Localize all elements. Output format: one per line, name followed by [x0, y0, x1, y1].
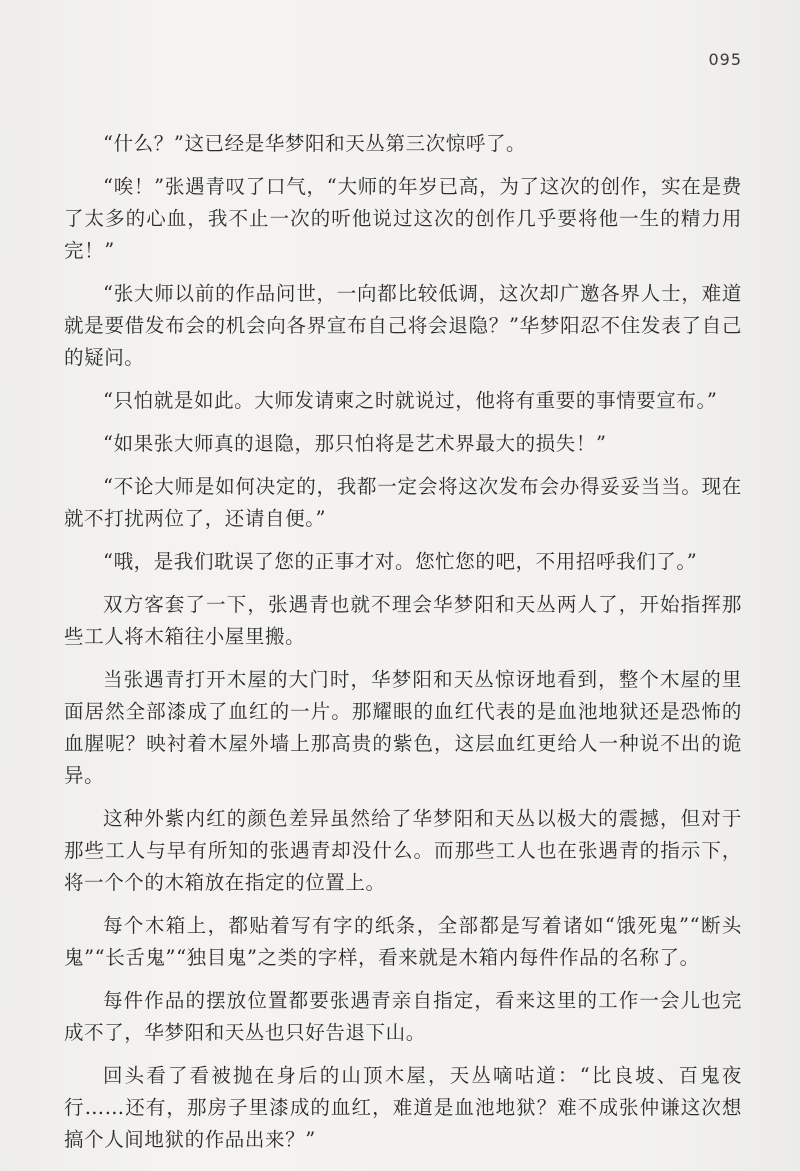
paragraph: 当张遇青打开木屋的大门时，华梦阳和天丛惊讶地看到，整个木屋的里面居然全部漆成了血红的一片。那耀眼的血红代表的是血池地狱还是恐怖的血腥呢？映衬着木屋外墙上那高贵的紫色，这层血红更给人一种说不出的诡异。: [64, 668, 742, 787]
paragraph: 双方客套了一下，张遇青也就不理会华梦阳和天丛两人了，开始指挥那些工人将木箱往小屋里搬。: [64, 593, 742, 648]
paragraph: “什么？”这已经是华梦阳和天丛第三次惊呼了。: [103, 132, 527, 155]
paragraph: “如果张大师真的退隐，那只怕将是艺术界最大的损失！”: [103, 432, 607, 455]
paragraph: 回头看了看被抛在身后的山顶木屋，天丛嘀咕道：“比良坡、百鬼夜行……还有，那房子里漆成的血红，难道是血池地狱？难不成张仲谦这次想搞个人间地狱的作品出来？”: [64, 1064, 742, 1151]
paragraph: “不论大师是如何决定的，我都一定会将这次发布会办得妥妥当当。现在就不打扰两位了，还请自便。”: [64, 475, 742, 530]
paragraph: 每件作品的摆放位置都要张遇青亲自指定，看来这里的工作一会儿也完成不了，华梦阳和天丛也只好告退下山。: [64, 989, 742, 1044]
paragraph: 这种外紫内红的颜色差异虽然给了华梦阳和天丛以极大的震撼，但对于那些工人与早有所知的张遇青却没什么。而那些工人也在张遇青的指示下，将一个个的木箱放在指定的位置上。: [64, 807, 742, 894]
paragraph: “哦，是我们耽误了您的正事才对。您忙您的吧，不用招呼我们了。”: [103, 550, 698, 573]
paragraph: 每个木箱上，都贴着写有字的纸条，全部都是写着诸如“饿死鬼”“断头鬼”“长舌鬼”“独目鬼”之类的字样，看来就是木箱内每件作品的名称了。: [64, 914, 742, 969]
paragraph: “唉！”张遇青叹了口气，“大师的年岁已高，为了这次的创作，实在是费了太多的心血，我不止一次的听他说过这次的创作几乎要将他一生的精力用完！”: [64, 175, 742, 262]
page-number: 095: [708, 50, 742, 69]
paragraph: “张大师以前的作品问世，一向都比较低调，这次却广邀各界人士，难道就是要借发布会的机会向各界宣布自己将会退隐？”华梦阳忍不住发表了自己的疑问。: [64, 282, 742, 369]
paragraph: “只怕就是如此。大师发请柬之时就说过，他将有重要的事情要宣布。”: [103, 389, 718, 412]
body-text: [64, 128, 742, 1167]
